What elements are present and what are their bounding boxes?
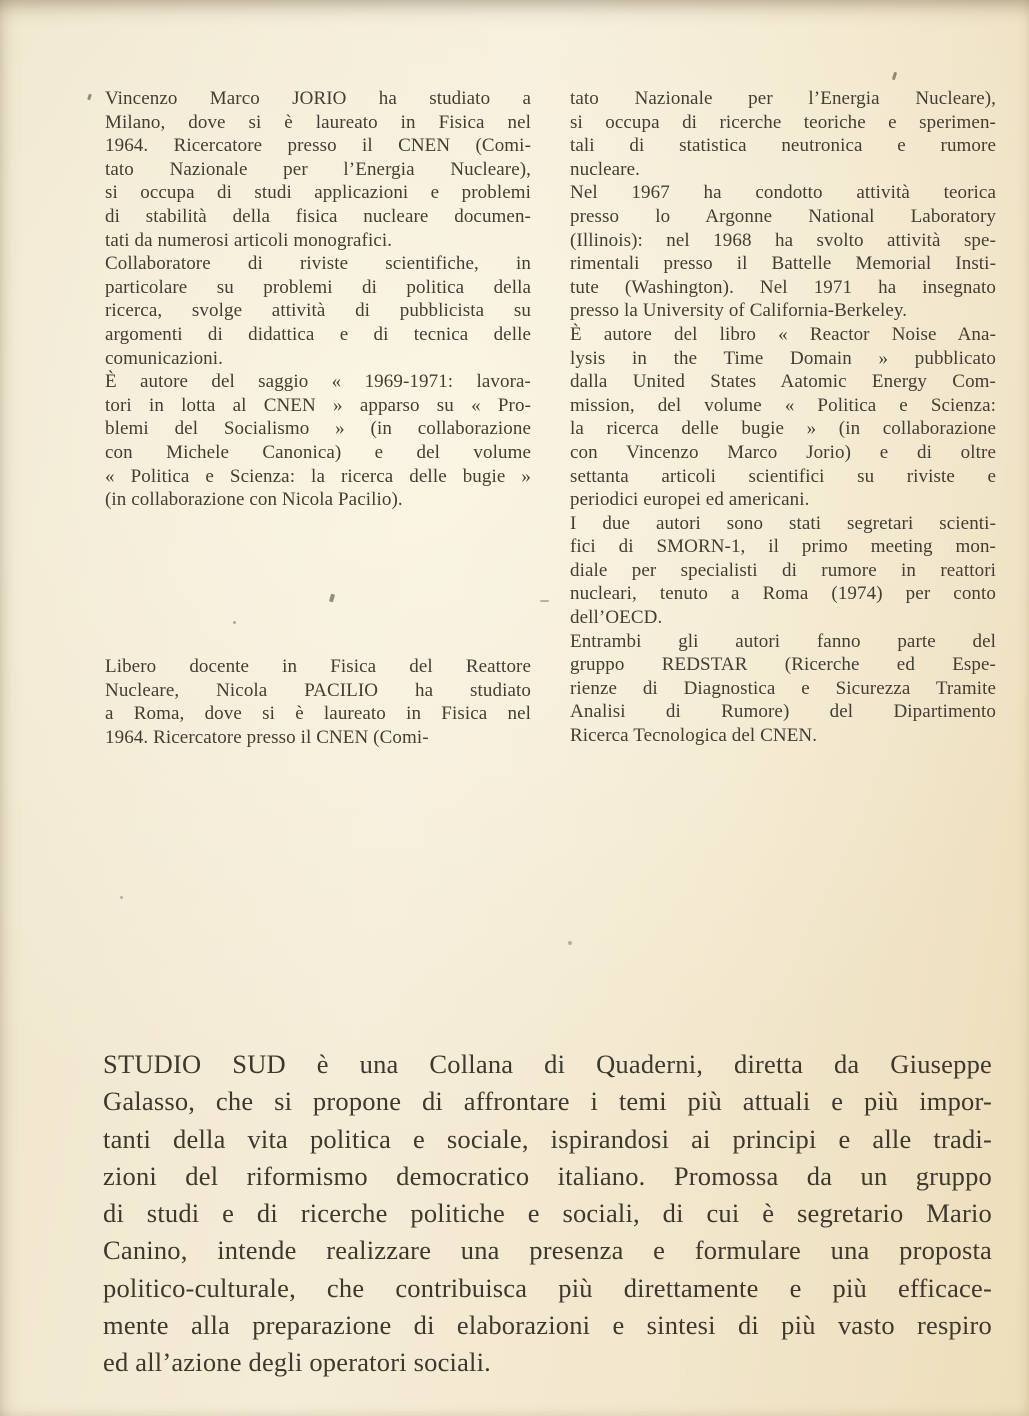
text-line: mission, del volume « Politica e Scienza: xyxy=(570,394,996,416)
text-line: È autore del libro « Reactor Noise Ana- xyxy=(570,323,996,345)
text-line: periodici europei ed americani. xyxy=(570,489,810,511)
text-line: comunicazioni. xyxy=(105,347,223,369)
text-line: Canino, intende realizzare una presenza e formulare una proposta xyxy=(103,1235,992,1266)
text-line: di stabilità della fisica nucleare documen- xyxy=(105,205,531,227)
text-line: Milano, dove si è laureato in Fisica nel xyxy=(105,111,531,133)
text-line: Entrambi gli autori fanno parte del xyxy=(570,630,996,652)
text-line: settanta articoli scientifici su riviste e xyxy=(570,465,996,487)
text-line: Nucleare, Nicola PACILIO ha studiato xyxy=(105,679,531,701)
text-line: dell’OECD. xyxy=(570,607,663,629)
text-line: nucleari, tenuto a Roma (1974) per conto xyxy=(570,583,996,605)
text-line: tato Nazionale per l’Energia Nucleare), xyxy=(570,88,996,109)
text-line: diale per specialisti di rumore in reattori xyxy=(570,559,996,581)
left-column-pacilio-bio xyxy=(105,655,531,749)
text-line: rienze di Diagnostica e Sicurezza Tramite xyxy=(570,677,996,699)
text-line: tanti della vita politica e sociale, ispirandosi ai principi e alle tradi- xyxy=(103,1123,992,1154)
text-line: con Michele Canonica) e del volume xyxy=(105,441,531,463)
text-line: Nel 1967 ha condotto attività teorica xyxy=(570,182,996,204)
text-line: tali di statistica neutronica e rumore xyxy=(570,135,996,157)
text-line: Analisi di Rumore) del Dipartimento xyxy=(570,701,996,723)
text-line: 1964. Ricercatore presso il CNEN (Comi- xyxy=(105,726,429,748)
text-line: nucleare. xyxy=(570,158,640,180)
scan-speck xyxy=(568,941,572,945)
text-line: ricerca, svolge attività di pubblicista su xyxy=(105,300,531,322)
text-line: politico-culturale, che contribuisca più direttamente e più efficace- xyxy=(103,1272,992,1303)
scan-speck xyxy=(329,594,335,603)
text-line: STUDIO SUD è una Collana di Quaderni, diretta da Giuseppe xyxy=(103,1049,992,1079)
scan-speck xyxy=(892,72,897,81)
text-line: dalla United States Aatomic Energy Com- xyxy=(570,371,996,393)
text-line: fici di SMORN-1, il primo meeting mon- xyxy=(570,536,996,558)
text-line: blemi del Socialismo » (in collaborazione xyxy=(105,418,531,440)
text-line: tori in lotta al CNEN » apparso su « Pro- xyxy=(105,394,531,416)
text-line: la ricerca delle bugie » (in collaborazione xyxy=(570,418,996,440)
text-line: tute (Washington). Nel 1971 ha insegnato xyxy=(570,276,996,298)
text-line: Ricerca Tecnologica del CNEN. xyxy=(570,725,818,747)
text-line: argomenti di didattica e di tecnica delle xyxy=(105,323,531,345)
text-line: tati da numerosi articoli monografici. xyxy=(105,229,393,251)
text-line: Collaboratore di riviste scientifiche, in xyxy=(105,253,531,275)
text-line: rimentali presso il Battelle Memorial Insti- xyxy=(570,253,996,275)
text-line: 1964. Ricercatore presso il CNEN (Comi- xyxy=(105,135,531,157)
scan-speck xyxy=(87,94,92,101)
text-line: mente alla preparazione di elaborazioni e sintesi di più vasto respiro xyxy=(103,1310,992,1341)
text-line: particolare su problemi di politica della xyxy=(105,276,531,298)
text-line: ed all’azione degli operatori sociali. xyxy=(103,1347,492,1378)
text-line: lysis in the Time Domain » pubblicato xyxy=(570,347,996,369)
text-line: tato Nazionale per l’Energia Nucleare), xyxy=(105,158,531,180)
text-line: I due autori sono stati segretari scienti- xyxy=(570,512,996,534)
text-line: a Roma, dove si è laureato in Fisica nel xyxy=(105,703,531,725)
text-line: presso lo Argonne National Laboratory xyxy=(570,205,996,227)
text-line: (in collaborazione con Nicola Pacilio). xyxy=(105,489,403,511)
scan-speck xyxy=(233,621,236,624)
text-line: Vincenzo Marco JORIO ha studiato a xyxy=(105,88,531,109)
text-line: presso la University of California-Berkeley. xyxy=(570,300,908,322)
left-column-jorio-bio xyxy=(105,87,531,512)
scan-speck xyxy=(540,600,549,602)
scan-speck xyxy=(120,896,123,899)
text-line: Galasso, che si propone di affrontare i temi più attuali e più impor- xyxy=(103,1086,992,1117)
text-line: È autore del saggio « 1969-1971: lavora- xyxy=(105,371,531,393)
text-line: (Illinois): nel 1968 ha svolto attività spe- xyxy=(570,229,996,251)
text-line: si occupa di studi applicazioni e problemi xyxy=(105,182,531,204)
text-line: con Vincenzo Marco Jorio) e di oltre xyxy=(570,441,996,463)
text-line: Libero docente in Fisica del Reattore xyxy=(105,656,531,677)
text-line: di studi e di ricerche politiche e sociali, di cui è segretario Mario xyxy=(103,1198,992,1229)
text-line: zioni del riformismo democratico italiano. Promossa da un gruppo xyxy=(103,1160,992,1191)
right-column-bio-continuation xyxy=(570,87,996,748)
studio-sud-series-paragraph xyxy=(103,1046,992,1382)
text-line: si occupa di ricerche teoriche e sperimen- xyxy=(570,111,996,133)
text-line: gruppo REDSTAR (Ricerche ed Espe- xyxy=(570,654,996,676)
text-line: « Politica e Scienza: la ricerca delle bugie » xyxy=(105,465,531,487)
